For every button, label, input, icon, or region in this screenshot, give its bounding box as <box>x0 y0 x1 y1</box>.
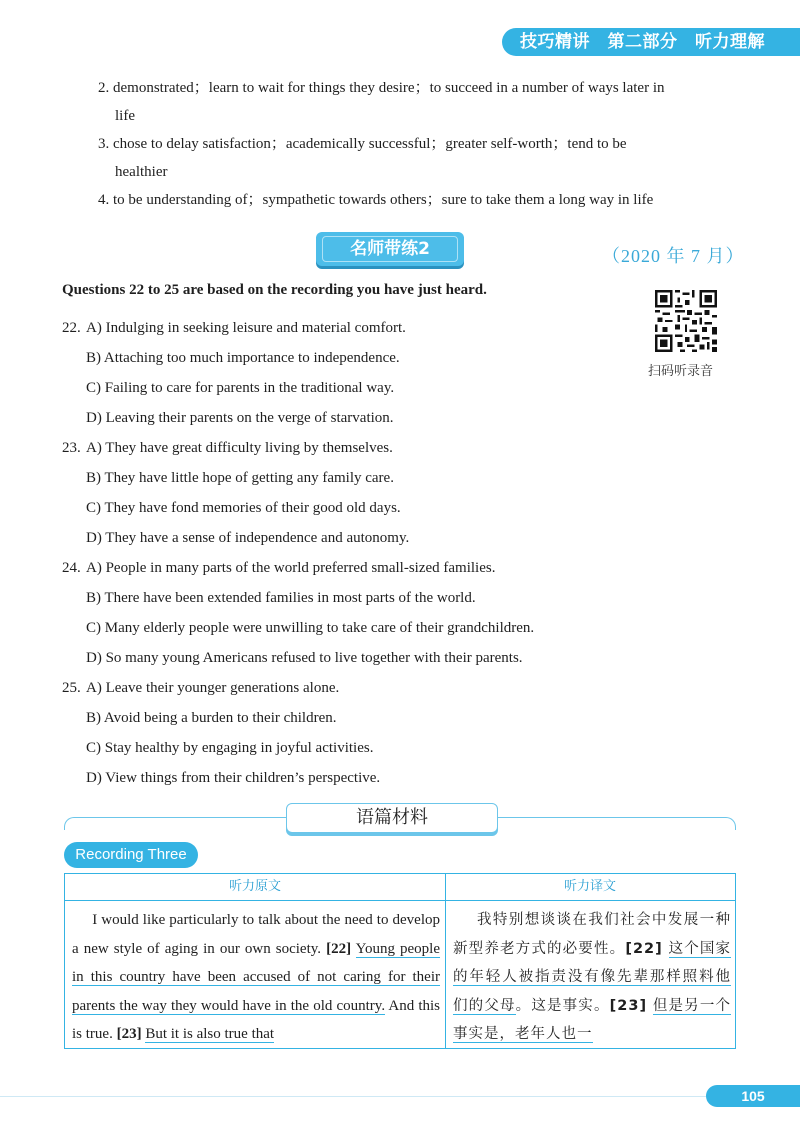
practice-badge-label: 名师带练2 <box>350 239 430 259</box>
option-b: B) They have little hope of getting any family care. <box>86 470 394 486</box>
answer-tag-22: [22] <box>625 940 663 957</box>
question-number: 22. <box>62 320 81 336</box>
answer-item <box>98 74 738 130</box>
transcript-table <box>64 873 736 1049</box>
option-a: A) Indulging in seeking leisure and material comfort. <box>86 320 406 336</box>
answer-text: to be understanding of；sympathetic towards others；sure to take them a long way in life <box>113 192 654 208</box>
option-a: A) People in many parts of the world preferred small-sized families. <box>86 560 496 576</box>
english-text: I would like particularly to talk about the need to develop a new style of aging in our own society. <box>72 912 440 957</box>
answer-text: chose to delay satisfaction；academically successful；greater self-worth；tend to be <box>113 136 627 152</box>
material-title: 语篇材料 <box>286 803 498 833</box>
english-text: And this is true. <box>72 997 440 1042</box>
option-c: C) Stay healthy by engaging in joyful activities. <box>86 740 374 756</box>
column-header-translation: 听力译文 <box>563 879 616 894</box>
answer-number: 4. <box>98 192 110 208</box>
question-list <box>62 313 622 793</box>
option-d: D) So many young Americans refused to live together with their parents. <box>86 650 523 666</box>
answer-text-cont: healthier <box>115 164 168 180</box>
questions-heading: Questions 22 to 25 are based on the recording you have just heard. <box>62 282 487 298</box>
question-24 <box>62 553 622 673</box>
answer-text: demonstrated；learn to wait for things they desire；to succeed in a number of ways later in <box>113 80 665 96</box>
footer-rule <box>0 1096 706 1097</box>
chinese-text: 。这是事实。 <box>515 997 610 1014</box>
chinese-text: 我特别想谈谈在我们社会中发展一种新型养老方式的必要性。 <box>453 912 732 957</box>
option-d: D) View things from their children’s perspective. <box>86 770 381 786</box>
option-c: C) Failing to care for parents in the traditional way. <box>86 380 395 396</box>
question-25 <box>62 673 622 793</box>
option-d: D) Leaving their parents on the verge of starvation. <box>86 410 394 426</box>
column-header-original: 听力原文 <box>228 879 281 894</box>
header-divider <box>65 900 735 901</box>
underlined-key-sentence-23: But it is also true that <box>145 1026 275 1042</box>
badge-inner-frame <box>322 236 458 262</box>
material-section-bar <box>64 803 736 833</box>
answer-number: 2. <box>98 80 110 96</box>
option-a: A) They have great difficulty living by themselves. <box>86 440 393 456</box>
answer-tag-23: [23] <box>116 1026 142 1042</box>
question-number: 23. <box>62 440 81 456</box>
option-a: A) Leave their younger generations alone. <box>86 680 340 696</box>
answer-list <box>98 74 738 214</box>
option-b: B) Attaching too much importance to independence. <box>86 350 400 366</box>
answer-tag-22: [22] <box>326 940 352 957</box>
option-c: C) Many elderly people were unwilling to take care of their grandchildren. <box>86 620 535 636</box>
chapter-header: 技巧精讲 第二部分 听力理解 <box>502 28 800 56</box>
question-number: 25. <box>62 680 81 696</box>
qr-code-icon[interactable] <box>655 290 717 352</box>
question-23 <box>62 433 622 553</box>
answer-text-cont: life <box>115 108 135 124</box>
option-d: D) They have a sense of independence and autonomy. <box>86 530 410 546</box>
practice-badge <box>316 232 464 266</box>
answer-item <box>98 186 738 214</box>
option-b: B) There have been extended families in most parts of the world. <box>86 590 476 606</box>
transcript-english <box>72 906 440 1049</box>
page-number: 105 <box>706 1085 800 1107</box>
option-b: B) Avoid being a burden to their children. <box>86 710 337 726</box>
transcript-chinese <box>453 906 731 1049</box>
qr-caption: 扫码听录音 <box>648 364 714 379</box>
question-22 <box>62 313 622 433</box>
recording-label: Recording Three <box>64 842 198 868</box>
answer-tag-23: [23] <box>609 997 648 1014</box>
practice-date: （2020 年 7 月） <box>602 246 745 266</box>
underlined-key-sentence-22: Young people in this country have been accused of not caring for their parents the way they would have in the old country. <box>72 940 440 1014</box>
option-c: C) They have fond memories of their good old days. <box>86 500 401 516</box>
answer-number: 3. <box>98 136 110 152</box>
underlined-key-sentence-22: 这个国家的年轻人被指责没有像先辈那样照料他们的父母 <box>453 940 732 1014</box>
underlined-key-sentence-23: 但是另一个事实是，老年人也一 <box>453 997 732 1042</box>
question-number: 24. <box>62 560 81 576</box>
answer-item <box>98 130 738 186</box>
